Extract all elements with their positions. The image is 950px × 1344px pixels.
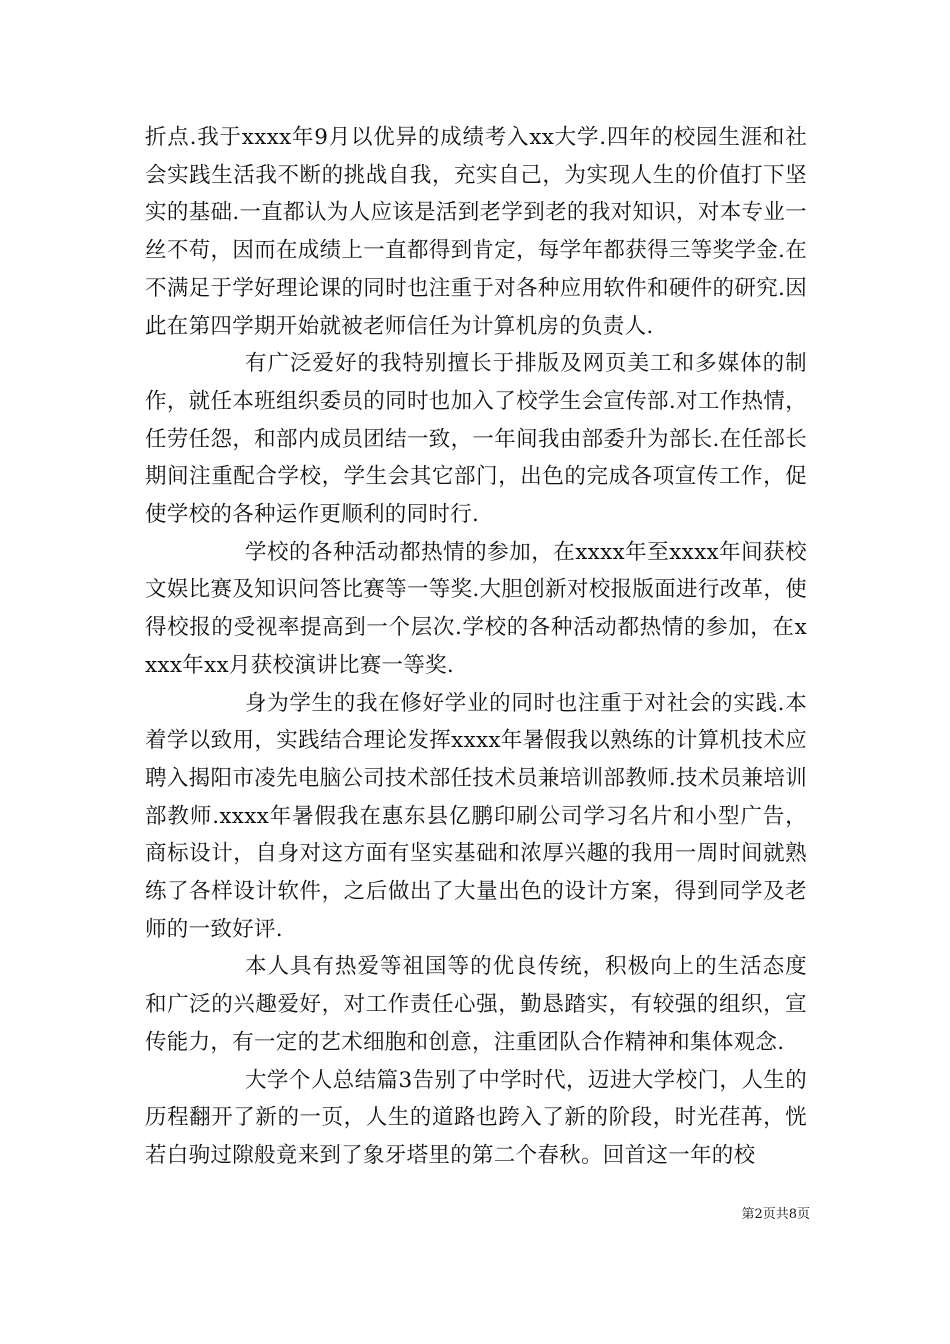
paragraph-3: 学校的各种活动都热情的参加，在xxxx年至xxxx年间获校文娱比赛及知识问答比赛等一等奖.大胆创新对校报版面进行改革，使得校报的受视率提高到一个层次.学校的各种活动都热情的参加，在xxxx年xx月获校演讲比赛一等奖. xyxy=(145,539,807,678)
paragraph-1: 折点.我于xxxx年9月以优异的成绩考入xx大学.四年的校园生涯和社会实践生活我不断的挑战自我，充实自己，为实现人生的价值打下坚实的基础.一直都认为人应该是活到老学到老的我对知识，对本专业一丝不苟，因而在成绩上一直都得到肯定，每学年都获得三等奖学金.在不满足于学好理论课的同时也注重于对各种应用软件和硬件的研究.因此在第四学期开始就被老师信任为计算机房的负责人. xyxy=(145,125,807,339)
paragraph-5: 本人具有热爱等祖国等的优良传统，积极向上的生活态度和广泛的兴趣爱好，对工作责任心强，勤恳踏实，有较强的组织，宣传能力，有一定的艺术细胞和创意，注重团队合作精神和集体观念. xyxy=(145,954,807,1055)
paragraph-4: 身为学生的我在修好学业的同时也注重于对社会的实践.本着学以致用，实践结合理论发挥xxxx年暑假我以熟练的计算机技术应聘入揭阳市凌先电脑公司技术部任技术员兼培训部教师.技术员兼培训部教师.xxxx年暑假我在惠东县亿鹏印刷公司学习名片和小型广告，商标设计，自身对这方面有坚实基础和浓厚兴趣的我用一周时间就熟练了各样设计软件，之后做出了大量出色的设计方案，得到同学及老师的一致好评. xyxy=(145,690,807,942)
paragraph-2: 有广泛爱好的我特别擅长于排版及网页美工和多媒体的制作，就任本班组织委员的同时也加入了校学生会宣传部.对工作热情，任劳任怨，和部内成员团结一致，一年间我由部委升为部长.在任部长期间注重配合学校，学生会其它部门，出色的完成各项宣传工作，促使学校的各种运作更顺利的同时行. xyxy=(145,351,807,528)
body-text xyxy=(145,119,807,1175)
page-number-footer: 第2页共8页 xyxy=(741,1207,810,1222)
paragraph-6: 大学个人总结篇3告别了中学时代，迈进大学校门，人生的历程翻开了新的一页，人生的道路也跨入了新的阶段，时光荏苒，恍若白驹过隙般竟来到了象牙塔里的第二个春秋。回首这一年的校 xyxy=(145,1067,807,1168)
